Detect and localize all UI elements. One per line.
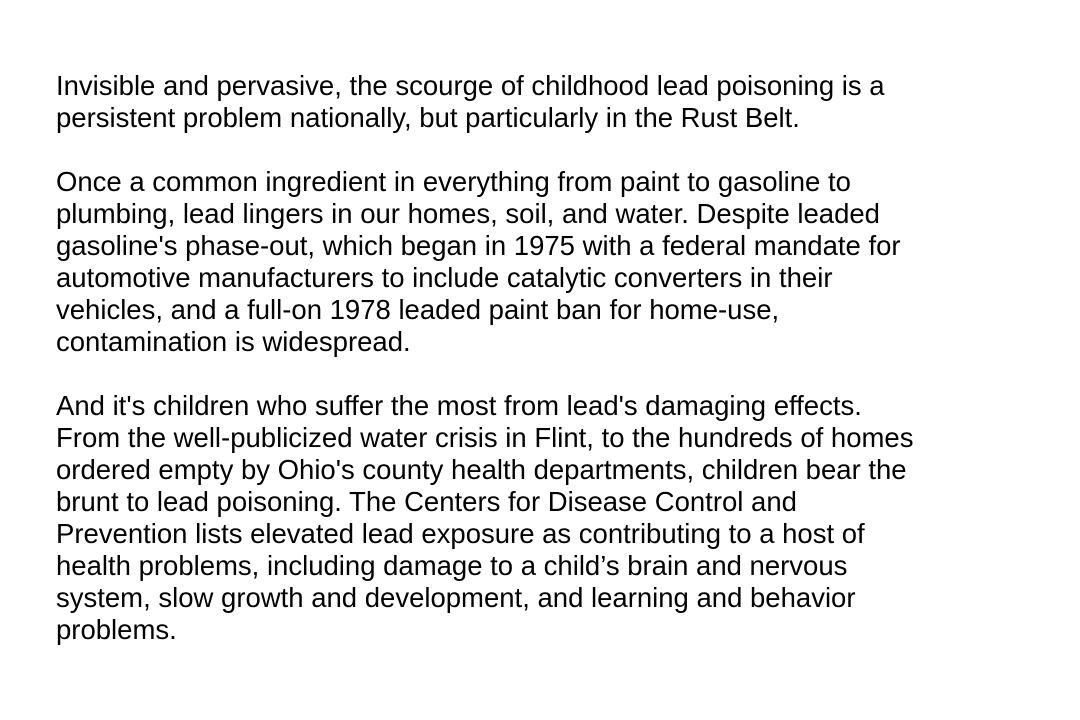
paragraph-2 — [56, 166, 1046, 358]
paragraph-line: And it's children who suffer the most from lead's damaging effects. — [56, 390, 862, 421]
paragraph-line: From the well-publicized water crisis in Flint, to the hundreds of homes — [56, 422, 914, 453]
paragraph-1 — [56, 70, 1046, 134]
paragraph-line: gasoline's phase-out, which began in 1975 with a federal mandate for — [56, 230, 901, 261]
paragraph-line: health problems, including damage to a child’s brain and nervous — [56, 550, 848, 581]
paragraph-line: Once a common ingredient in everything from paint to gasoline to — [56, 166, 851, 197]
paragraph-line: automotive manufacturers to include catalytic converters in their — [56, 262, 833, 293]
paragraph-line: brunt to lead poisoning. The Centers for Disease Control and — [56, 486, 797, 517]
paragraph-line: Invisible and pervasive, the scourge of childhood lead poisoning is a — [56, 70, 885, 101]
paragraph-3 — [56, 390, 1046, 646]
paragraph-line: Prevention lists elevated lead exposure as contributing to a host of — [56, 518, 865, 549]
paragraph-line: problems. — [56, 614, 177, 645]
paragraph-line: persistent problem nationally, but particularly in the Rust Belt. — [56, 102, 800, 133]
paragraph-line: contamination is widespread. — [56, 326, 411, 357]
paragraph-line: ordered empty by Ohio's county health departments, children bear the — [56, 454, 907, 485]
paragraph-line: plumbing, lead lingers in our homes, soil, and water. Despite leaded — [56, 198, 880, 229]
paragraph-line: system, slow growth and development, and learning and behavior — [56, 582, 856, 613]
article-body — [56, 70, 1046, 646]
paragraph-line: vehicles, and a full-on 1978 leaded paint ban for home-use, — [56, 294, 780, 325]
